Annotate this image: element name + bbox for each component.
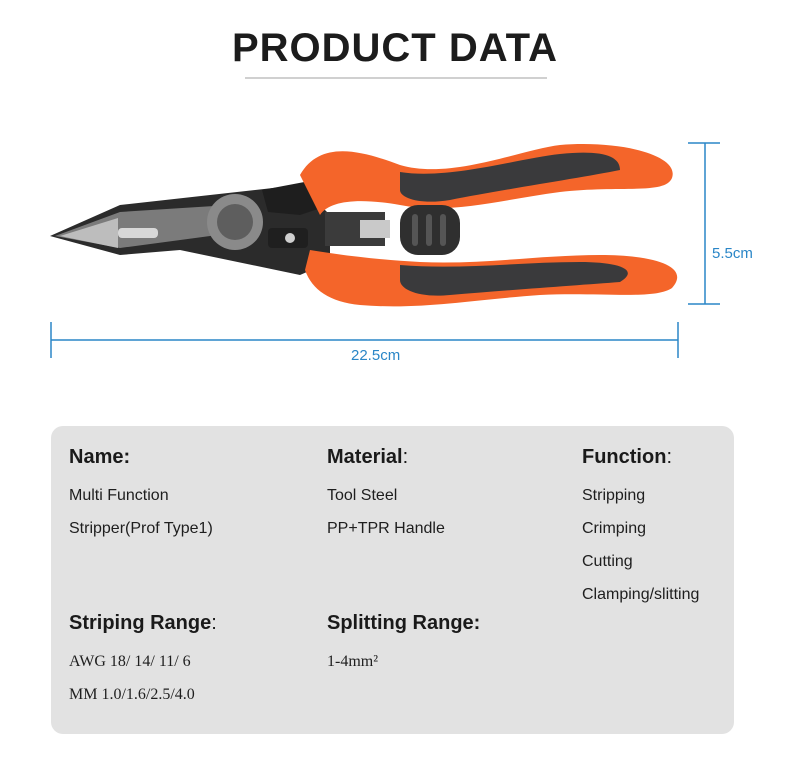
spec-name-line-2: Stripper(Prof Type1)	[69, 520, 213, 537]
spec-name-heading: Name:	[69, 446, 131, 468]
spec-striping-line-1: AWG 18/ 14/ 11/ 6	[69, 653, 191, 670]
spec-splitting-range	[327, 612, 480, 678]
spec-splitting-heading: Splitting Range:	[327, 612, 481, 634]
spec-function-heading-text: Function	[582, 446, 667, 468]
spec-function-heading	[582, 446, 699, 469]
spec-material-line-2: PP+TPR Handle	[327, 520, 445, 537]
spec-function-line-2: Crimping	[582, 520, 647, 537]
spec-striping-heading-text: Striping Range	[69, 612, 212, 634]
spec-function	[582, 446, 699, 611]
spec-material	[327, 446, 445, 545]
spec-striping-colon: :	[211, 612, 217, 634]
height-dimension-label: 5.5cm	[712, 245, 753, 262]
spec-function-line-3: Cutting	[582, 553, 633, 570]
spec-striping-line-2: MM 1.0/1.6/2.5/4.0	[69, 686, 195, 703]
lower-handle	[305, 250, 677, 306]
spec-function-line-1: Stripping	[582, 487, 646, 504]
height-dimension-line	[688, 143, 720, 304]
page-title: PRODUCT DATA	[231, 26, 559, 70]
spec-material-heading-text: Material	[327, 446, 403, 468]
spec-material-line-1: Tool Steel	[327, 487, 398, 504]
width-dimension-label: 22.5cm	[351, 347, 401, 364]
spec-card	[51, 426, 734, 734]
upper-handle	[300, 144, 673, 215]
spec-function-colon: :	[666, 446, 672, 468]
spec-striping-range	[69, 612, 217, 711]
spec-material-colon: :	[402, 446, 409, 468]
spec-striping-heading	[69, 612, 217, 635]
lock-knob	[400, 205, 460, 255]
spec-material-heading	[327, 446, 445, 469]
spec-function-line-4: Clamping/slitting	[582, 586, 700, 603]
spec-name	[69, 446, 213, 545]
spec-name-line-1: Multi Function	[69, 487, 169, 504]
spec-splitting-line-1: 1-4mm²	[327, 653, 379, 670]
